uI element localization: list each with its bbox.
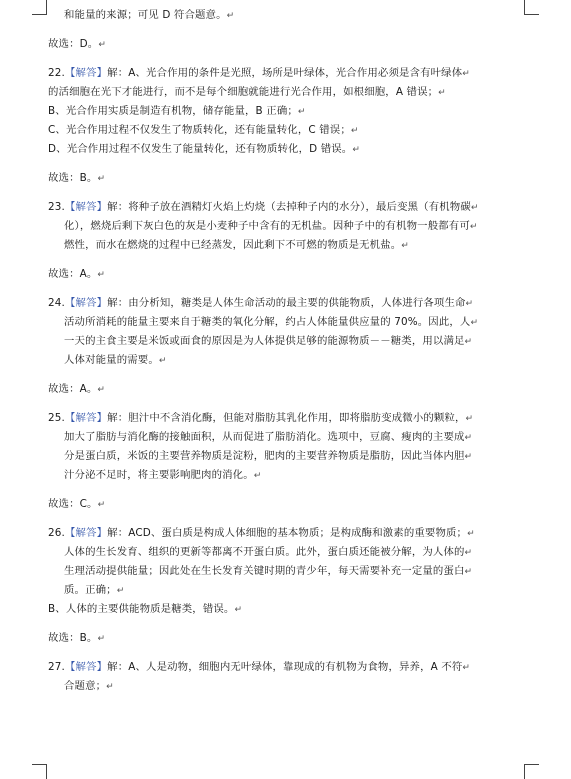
line-text: 质。正确； <box>64 584 117 596</box>
text-line <box>48 121 500 140</box>
paragraph-mark-icon: ↵ <box>116 586 125 596</box>
text-line <box>48 677 500 696</box>
line-text: 解：由分析知，糖类是人体生命活动的最主要的供能物质，人体进行各项生命 <box>107 297 466 309</box>
paragraph-mark-icon: ↵ <box>226 11 235 21</box>
text-line <box>48 495 500 514</box>
line-text: 解：A、人是动物，细胞内无叶绿体，靠现成的有机物为食物，异养，A 不符 <box>107 661 463 673</box>
paragraph-mark-icon: ↵ <box>253 471 262 481</box>
text-line <box>48 332 500 351</box>
line-text: 合题意； <box>64 680 107 692</box>
question-number: 24. <box>48 297 65 309</box>
paragraph-mark-icon: ↵ <box>158 356 167 366</box>
paragraph-mark-icon: ↵ <box>464 452 473 462</box>
text-line <box>48 64 500 83</box>
line-text: 人体对能量的需要。 <box>64 354 159 366</box>
line-text: 的活细胞在光下才能进行，而不是每个细胞就能进行光合作用，如根细胞，A 错误； <box>48 86 439 98</box>
answer-tag: 【解答】 <box>64 201 108 213</box>
line-text: C、光合作用过程不仅发生了物质转化，还有能量转化，C 错误； <box>48 124 351 136</box>
question-number: 23. <box>48 201 65 213</box>
line-text: B、光合作用实质是制造有机物，储存能量，B 正确； <box>48 105 298 117</box>
line-text: B、人体的主要供能物质是糖类，错误。 <box>48 603 235 615</box>
paragraph-gap <box>48 54 500 64</box>
paragraph-mark-icon: ↵ <box>470 318 479 328</box>
text-line <box>48 409 500 428</box>
line-text: 一天的主食主要是米饭或面食的原因是为人体提供足够的能源物质－－糖类，用以满足 <box>64 335 465 347</box>
text-line <box>48 217 500 236</box>
paragraph-mark-icon: ↵ <box>470 203 479 213</box>
line-text: 分是蛋白质，米饭的主要营养物质是淀粉，肥肉的主要营养物质是脂肪，因此当体内胆 <box>64 450 465 462</box>
paragraph-mark-icon: ↵ <box>465 299 474 309</box>
text-line <box>48 198 500 217</box>
text-line <box>48 581 500 600</box>
paragraph-mark-icon: ↵ <box>401 241 409 251</box>
paragraph-mark-icon: ↵ <box>467 529 475 539</box>
paragraph-mark-icon: ↵ <box>234 605 243 615</box>
line-text: 故选：D。 <box>48 38 99 50</box>
line-text: 故选：B。 <box>48 172 98 184</box>
text-line <box>48 35 500 54</box>
line-text: 故选：A。 <box>48 268 98 280</box>
text-line <box>48 313 500 332</box>
paragraph-mark-icon: ↵ <box>297 107 306 117</box>
line-text: D、光合作用过程不仅发生了能量转化，还有物质转化，D 错误。 <box>48 143 353 155</box>
text-line <box>48 102 500 121</box>
text-line <box>48 236 500 255</box>
line-text: 燃性，而水在燃烧的过程中已经蒸发，因此剩下不可燃的物质是无机盐。 <box>64 239 402 251</box>
line-text: 加大了脂肪与消化酶的接触面积，从而促进了脂肪消化。选项中，豆腐、瘦肉的主要成 <box>64 431 465 443</box>
line-text: 和能量的来源；可见 D 符合题意。 <box>64 9 227 21</box>
answer-tag: 【解答】 <box>64 412 108 424</box>
line-text: 解：将种子放在酒精灯火焰上灼烧（去掉种子内的水分），最后变黑（有机物碳 <box>107 201 471 213</box>
line-text: 解：胆汁中不含消化酶，但能对脂肪其乳化作用，即将脂肪变成微小的颗粒， <box>107 412 466 424</box>
paragraph-gap <box>48 648 500 658</box>
paragraph-mark-icon: ↵ <box>462 69 470 79</box>
text-line <box>48 294 500 313</box>
line-text: 解：ACD、蛋白质是构成人体细胞的基本物质；是构成酶和激素的重要物质； <box>107 527 468 539</box>
paragraph-mark-icon: ↵ <box>97 500 106 510</box>
paragraph-mark-icon: ↵ <box>97 385 106 395</box>
question-number: 25. <box>48 412 65 424</box>
paragraph-mark-icon: ↵ <box>465 414 474 424</box>
paragraph-mark-icon: ↵ <box>464 548 473 558</box>
text-line <box>48 524 500 543</box>
question-number: 22. <box>48 67 65 79</box>
paragraph-mark-icon: ↵ <box>438 88 446 98</box>
line-text: 汁分泌不足时，将主要影响肥肉的消化。 <box>64 469 254 481</box>
crop-mark-top-right <box>524 0 539 15</box>
text-line <box>48 169 500 188</box>
answer-tag: 【解答】 <box>64 527 108 539</box>
text-line <box>48 140 500 159</box>
text-line <box>48 447 500 466</box>
line-text: 故选：A。 <box>48 383 98 395</box>
paragraph-mark-icon: ↵ <box>350 126 359 136</box>
paragraph-mark-icon: ↵ <box>97 270 106 280</box>
line-text: 故选：C。 <box>48 498 98 510</box>
line-text: 生理活动提供能量；因此处在生长发育关键时期的青少年，每天需要补充一定量的蛋白 <box>64 565 465 577</box>
paragraph-gap <box>48 25 500 35</box>
paragraph-mark-icon: ↵ <box>462 663 471 673</box>
crop-mark-top-left <box>32 0 47 15</box>
line-text: 解：A、光合作用的条件是光照，场所是叶绿体，光合作用必须是含有叶绿体 <box>107 67 463 79</box>
answer-tag: 【解答】 <box>64 297 108 309</box>
text-line <box>48 658 500 677</box>
paragraph-gap <box>48 188 500 198</box>
paragraph-gap <box>48 619 500 629</box>
paragraph-mark-icon: ↵ <box>352 145 361 155</box>
paragraph-gap <box>48 485 500 495</box>
paragraph-gap <box>48 370 500 380</box>
paragraph-mark-icon: ↵ <box>97 174 106 184</box>
text-line <box>48 562 500 581</box>
question-number: 27. <box>48 661 65 673</box>
question-number: 26. <box>48 527 65 539</box>
paragraph-mark-icon: ↵ <box>464 337 473 347</box>
crop-mark-bottom-right <box>524 764 539 779</box>
crop-mark-bottom-left <box>32 764 47 779</box>
paragraph-mark-icon: ↵ <box>97 634 106 644</box>
paragraph-mark-icon: ↵ <box>464 433 473 443</box>
text-line <box>48 265 500 284</box>
paragraph-gap <box>48 255 500 265</box>
text-line <box>48 629 500 648</box>
paragraph-mark-icon: ↵ <box>469 222 478 232</box>
answer-tag: 【解答】 <box>64 67 108 79</box>
text-line <box>48 380 500 399</box>
text-line <box>48 6 500 25</box>
paragraph-mark-icon: ↵ <box>106 682 114 692</box>
text-line <box>48 466 500 485</box>
paragraph-gap <box>48 514 500 524</box>
text-line <box>48 428 500 447</box>
paragraph-gap <box>48 159 500 169</box>
text-line <box>48 83 500 102</box>
paragraph-mark-icon: ↵ <box>464 567 473 577</box>
text-line <box>48 351 500 370</box>
answer-tag: 【解答】 <box>64 661 108 673</box>
line-text: 化），燃烧后剩下灰白色的灰是小麦种子中含有的无机盐。因种子中的有机物一般都有可 <box>64 220 470 232</box>
paragraph-gap <box>48 399 500 409</box>
text-line <box>48 600 500 619</box>
line-text: 活动所消耗的能量主要来自于糖类的氧化分解，约占人体能量供应量的 70%。因此，人 <box>64 316 471 328</box>
text-line <box>48 543 500 562</box>
line-text: 人体的生长发育、组织的更新等都离不开蛋白质。此外，蛋白质还能被分解，为人体的 <box>64 546 465 558</box>
paragraph-gap <box>48 284 500 294</box>
line-text: 故选：B。 <box>48 632 98 644</box>
paragraph-mark-icon: ↵ <box>98 40 107 50</box>
document-body <box>48 6 500 696</box>
